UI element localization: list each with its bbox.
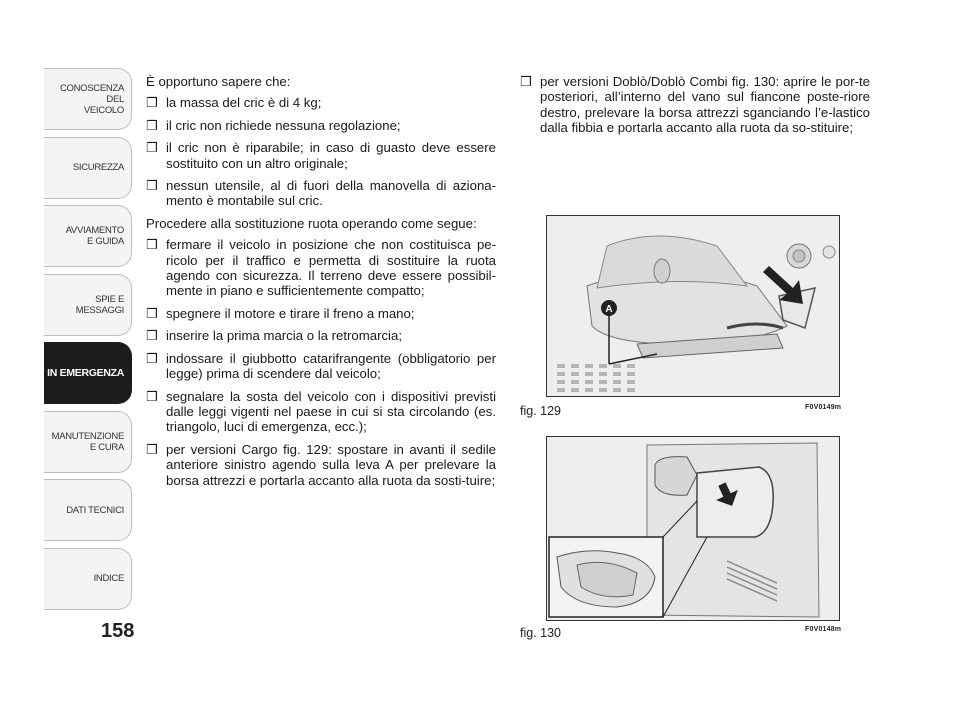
right-column bbox=[520, 74, 870, 143]
seat-lever-illustration bbox=[547, 216, 839, 396]
callout-a-label: A bbox=[605, 304, 613, 315]
step-item bbox=[146, 389, 496, 435]
checkbox-bullet-icon: ❒ bbox=[146, 95, 158, 111]
figure-129-code: F0V0149m bbox=[805, 404, 842, 411]
tool-bag-compartment-illustration bbox=[547, 437, 839, 620]
checkbox-bullet-icon: ❒ bbox=[146, 305, 158, 321]
left-column bbox=[146, 74, 496, 495]
figure-130-caption: fig. 130 bbox=[520, 626, 562, 640]
checkbox-bullet-icon: ❒ bbox=[146, 328, 158, 344]
step-text: inserire la prima marcia o la retromarcia; bbox=[166, 328, 402, 344]
step-item bbox=[146, 442, 496, 488]
tab-indice[interactable] bbox=[44, 548, 132, 610]
tab-manutenzione-e-cura[interactable] bbox=[44, 411, 132, 473]
figure-129-seat-illustration bbox=[546, 215, 840, 397]
tab-label: CONOSCENZA DEL VEICOLO bbox=[59, 82, 124, 116]
tab-label: DATI TECNICI bbox=[66, 504, 124, 516]
checkbox-bullet-icon: ❒ bbox=[146, 140, 158, 156]
tab-label: INDICE bbox=[93, 573, 124, 584]
step-text: fermare il veicolo in posizione che non costituisca pe-ricolo per il traffico e permetta di sostituire la ruota agendo con sicurezza. Il terreno deve essere possibil-mente in piano e sufficientemente compatto; bbox=[166, 237, 496, 299]
tab-avviamento-e-guida[interactable] bbox=[44, 205, 132, 267]
note-item bbox=[146, 118, 496, 133]
step-item bbox=[146, 306, 496, 321]
tab-label: SPIE E MESSAGGI bbox=[75, 293, 124, 316]
step-text: spegnere il motore e tirare il freno a mano; bbox=[166, 305, 415, 321]
checkbox-bullet-icon: ❒ bbox=[146, 441, 158, 457]
step-item bbox=[146, 351, 496, 382]
step-text: per versioni Cargo fig. 129: spostare in avanti il sedile anteriore sinistro agendo sulla leva A per prelevare la borsa attrezzi e portarla accanto alla ruota da sosti-tuire; bbox=[166, 441, 496, 488]
step-item bbox=[146, 237, 496, 299]
step-text: indossare il giubbotto catarifrangente (obbligatorio per legge) prima di scendere dal veicolo; bbox=[166, 350, 496, 382]
figure-130-code: F0V0148m bbox=[805, 626, 842, 633]
tab-label: SICUREZZA bbox=[72, 162, 124, 173]
step-item bbox=[520, 74, 870, 136]
step-text: per versioni Doblò/Doblò Combi fig. 130: aprire le por-te posteriori, all’interno del vano sul fiancone poste-riore destro, prelevare la borsa attrezzi sganciando l’e-lastico dalla fibbia e portarla accanto alla ruota da so-stituire; bbox=[540, 74, 870, 136]
checkbox-bullet-icon: ❒ bbox=[146, 388, 158, 404]
tab-conoscenza-del-veicolo[interactable] bbox=[44, 68, 132, 130]
tab-sicurezza[interactable] bbox=[44, 137, 132, 199]
intro-text: È opportuno sapere che: bbox=[146, 74, 291, 89]
checkbox-bullet-icon: ❒ bbox=[520, 74, 532, 89]
checkbox-bullet-icon: ❒ bbox=[146, 117, 158, 133]
figure-130-tool-bag-illustration bbox=[546, 436, 840, 621]
note-item bbox=[146, 95, 496, 110]
note-text: il cric non è riparabile; in caso di guasto deve essere sostituito con un altro originale; bbox=[166, 140, 496, 171]
step-item bbox=[146, 328, 496, 343]
checkbox-bullet-icon: ❒ bbox=[146, 178, 158, 194]
tab-in-emergenza[interactable] bbox=[44, 342, 132, 404]
note-text: la massa del cric è di 4 kg; bbox=[166, 95, 322, 111]
step-text: segnalare la sosta del veicolo con i dispositivi previsti dalle leggi vigenti nel paese in cui si sta circolando (es. triangolo, luci di emergenza, ecc.); bbox=[166, 388, 496, 435]
checkbox-bullet-icon: ❒ bbox=[146, 237, 158, 253]
procedure-intro: Procedere alla sostituzione ruota operando come segue: bbox=[146, 215, 477, 231]
tab-spie-e-messaggi[interactable] bbox=[44, 274, 132, 336]
tab-dati-tecnici[interactable] bbox=[44, 479, 132, 541]
tab-label: IN EMERGENZA bbox=[47, 366, 124, 379]
note-item bbox=[146, 140, 496, 171]
tab-label: MANUTENZIONE E CURA bbox=[51, 430, 124, 453]
tab-label: AVVIAMENTO E GUIDA bbox=[65, 225, 124, 247]
page-number: 158 bbox=[101, 620, 135, 642]
chapter-sidebar bbox=[44, 68, 132, 616]
note-text: il cric non richiede nessuna regolazione; bbox=[166, 117, 401, 133]
figure-129-caption: fig. 129 bbox=[520, 404, 562, 418]
checkbox-bullet-icon: ❒ bbox=[146, 350, 158, 366]
note-text: nessun utensile, al di fuori della manovella di aziona-mento è montabile sul cric. bbox=[166, 178, 496, 209]
note-item bbox=[146, 178, 496, 209]
